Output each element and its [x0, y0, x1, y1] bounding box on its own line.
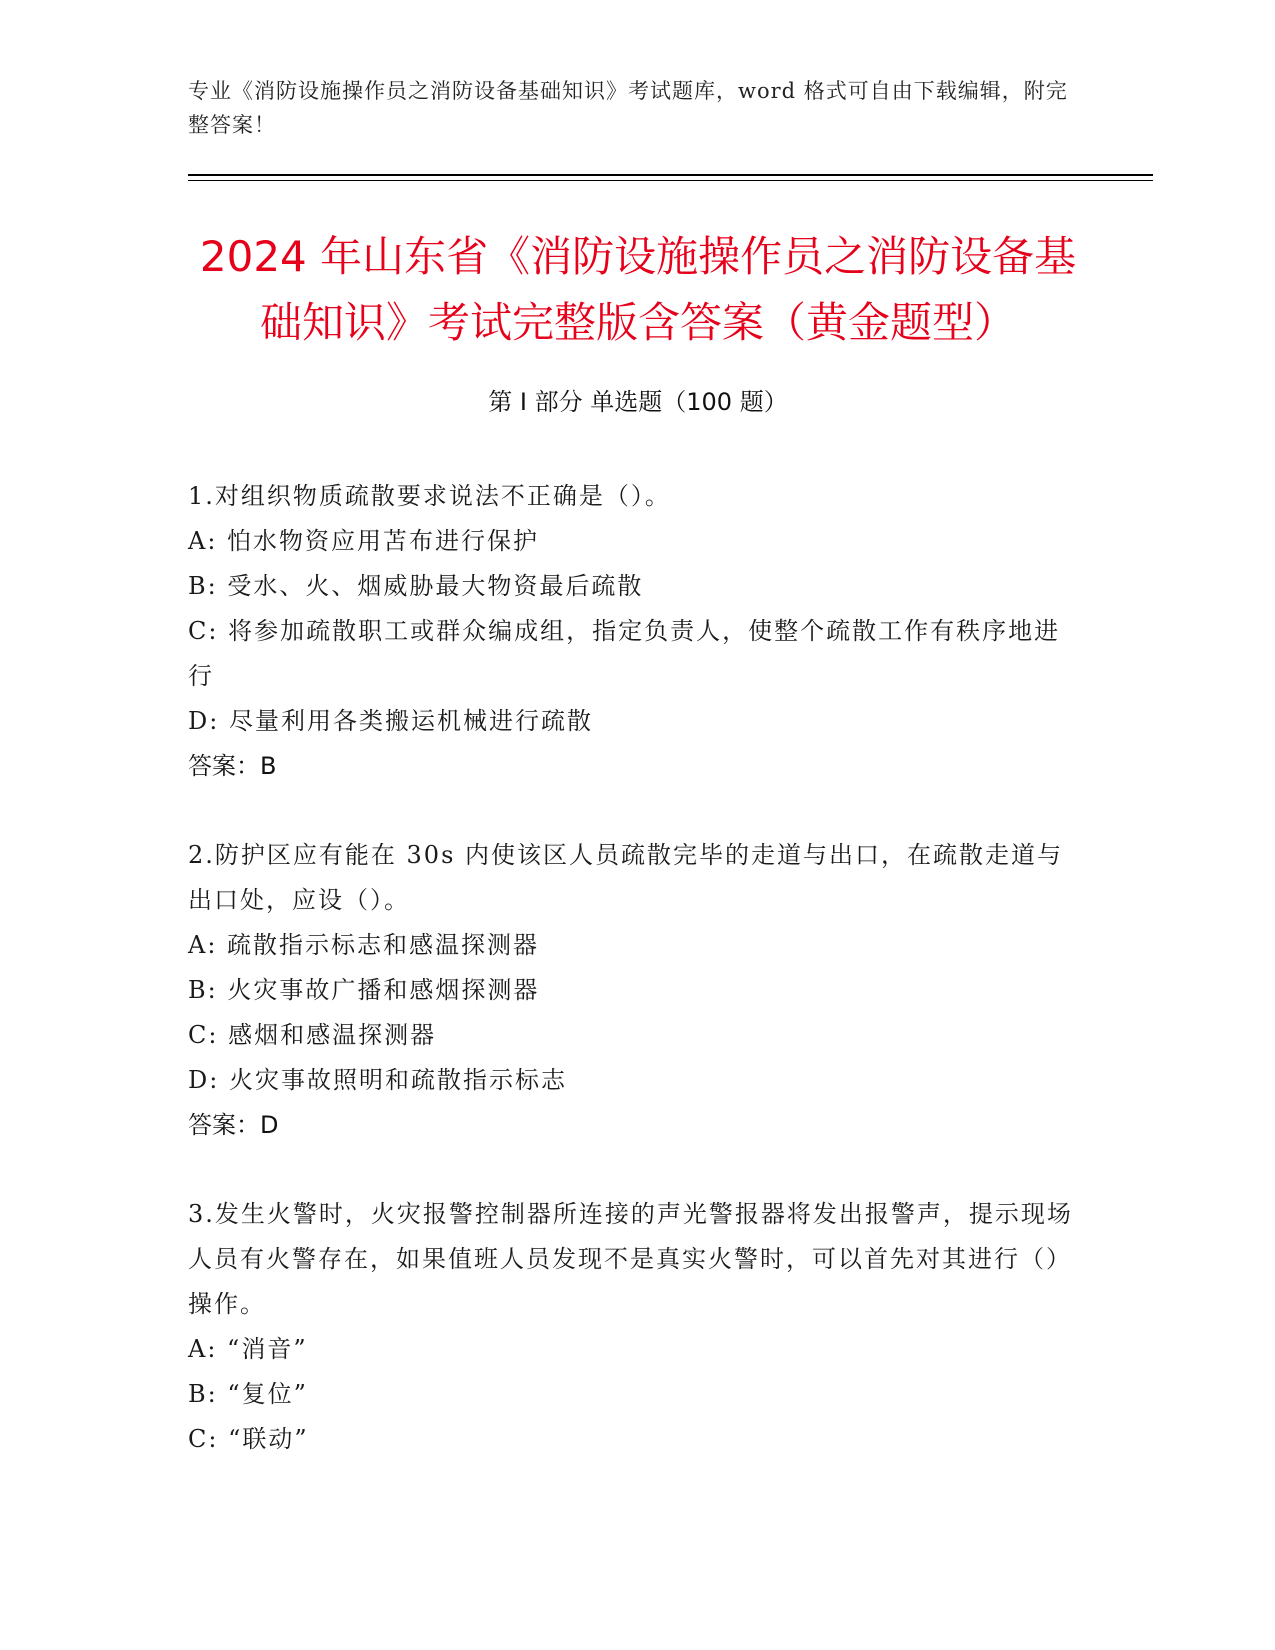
option-c: C: 将参加疏散职工或群众编成组，指定负责人，使整个疏散工作有秩序地进行	[188, 617, 1061, 690]
header-rule-thin	[188, 180, 1153, 181]
option-b: B: 火灾事故广播和感烟探测器	[188, 976, 540, 1004]
question-stem: 2.防护区应有能在 30s 内使该区人员疏散完毕的走道与出口，在疏散走道与出口处，应设（）。	[188, 841, 1064, 914]
option-c: C: “联动”	[188, 1425, 309, 1453]
question-2	[188, 833, 1078, 1148]
question-stem: 3.发生火警时，火灾报警控制器所连接的声光警报器将发出报警声，提示现场人员有火警存在，如果值班人员发现不是真实火警时，可以首先对其进行（）操作。	[188, 1200, 1073, 1318]
option-c: C: 感烟和感温探测器	[188, 1021, 437, 1049]
option-d: D: 火灾事故照明和疏散指示标志	[188, 1066, 567, 1094]
header-rule-thick	[188, 174, 1153, 176]
question-list	[188, 474, 1078, 1506]
question-3	[188, 1192, 1078, 1462]
option-a: A: 怕水物资应用苫布进行保护	[188, 527, 540, 555]
document-title: 2024 年山东省《消防设施操作员之消防设备基础知识》考试完整版含答案（黄金题型）	[199, 232, 1077, 347]
question-stem: 1.对组织物质疏散要求说法不正确是（）。	[188, 482, 671, 510]
answer: 答案：B	[188, 752, 277, 780]
option-b: B: 受水、火、烟威胁最大物资最后疏散	[188, 572, 644, 600]
option-b: B: “复位”	[188, 1380, 308, 1408]
option-a: A: 疏散指示标志和感温探测器	[188, 931, 540, 959]
answer: 答案：D	[188, 1111, 279, 1139]
section-title: 第 I 部分 单选题（100 题）	[488, 388, 788, 416]
question-1	[188, 474, 1078, 789]
option-a: A: “消音”	[188, 1335, 308, 1363]
header-note: 专业《消防设施操作员之消防设备基础知识》考试题库，word 格式可自由下载编辑，附完整答案！	[188, 79, 1068, 137]
option-d: D: 尽量利用各类搬运机械进行疏散	[188, 707, 593, 735]
